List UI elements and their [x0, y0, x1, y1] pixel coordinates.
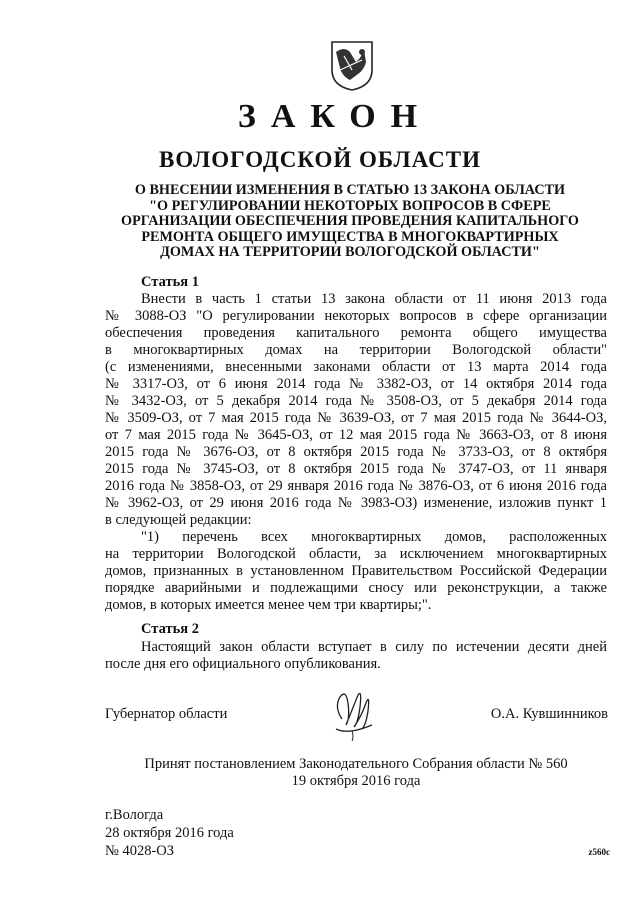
text-line: домов, в которых имеется менее чем три квартиры;". [105, 597, 432, 613]
text-line: Внести в часть 1 статьи 13 закона области от 11 июня 2013 года [141, 291, 607, 307]
article-1-heading: Статья 1 [141, 274, 199, 290]
subtitle-line: О ВНЕСЕНИИ ИЗМЕНЕНИЯ В СТАТЬЮ 13 ЗАКОНА ОБЛАСТИ [134, 182, 566, 198]
text-line: от 7 мая 2015 года № 3645-ОЗ, от 12 мая 2015 года № 3663-ОЗ, от 8 июня [105, 427, 607, 443]
article-2-heading: Статья 2 [141, 621, 199, 637]
document-code: z560c [588, 847, 610, 857]
text-line: 2015 года № 3745-ОЗ, от 8 октября 2015 года № 3747-ОЗ, от 11 января [105, 461, 607, 477]
text-line: 2015 года № 3676-ОЗ, от 8 октября 2015 года № 3733-ОЗ, от 8 октября [105, 444, 607, 460]
city: г.Вологда [105, 807, 164, 823]
text-line: Настоящий закон области вступает в силу по истечении десяти дней [141, 639, 607, 655]
subtitle-line: ДОМАХ НА ТЕРРИТОРИИ ВОЛОГОДСКОЙ ОБЛАСТИ" [160, 244, 540, 261]
text-line: в следующей редакции: [105, 512, 252, 528]
text-line: в многоквартирных домах на территории Вологодской области" [105, 342, 607, 358]
text-line: на территории Вологодской области, за исключением многоквартирных [105, 546, 607, 562]
law-number: № 4028-ОЗ [105, 843, 175, 859]
region-title: ВОЛОГОДСКОЙ ОБЛАСТИ [159, 147, 481, 172]
text-line: (с изменениями, внесенными законами области от 13 марта 2014 года [105, 359, 607, 375]
coat-of-arms-icon [330, 40, 374, 92]
law-title: ЗАКОН [237, 98, 433, 135]
signing-date: 28 октября 2016 года [105, 825, 234, 841]
signature-icon [328, 685, 378, 741]
adoption-date: 19 октября 2016 года [291, 773, 421, 789]
text-line: № 3432-ОЗ, от 5 декабря 2014 года № 3508-ОЗ, от 5 декабря 2014 года [105, 393, 607, 409]
article-2-body [105, 639, 607, 673]
text-line: обеспечения проведения капитального ремонта общего имущества [105, 325, 607, 341]
place-and-date [105, 806, 234, 860]
article-1-body [105, 291, 607, 614]
text-line: "1) перечень всех многоквартирных домов, расположенных [141, 529, 607, 545]
subtitle-line: ОРГАНИЗАЦИИ ОБЕСПЕЧЕНИЯ ПРОВЕДЕНИЯ КАПИТАЛЬНОГО [121, 213, 579, 230]
text-line: порядке аварийными и подлежащими сносу или реконструкции, а также [105, 580, 607, 596]
subtitle-line: РЕМОНТА ОБЩЕГО ИМУЩЕСТВА В МНОГОКВАРТИРНЫХ [141, 228, 559, 245]
adoption-note [0, 756, 640, 790]
text-line: № 3088-ОЗ "О регулировании некоторых вопросов в сфере организации [105, 308, 607, 324]
text-line: после дня его официального опубликования. [105, 656, 381, 672]
text-line: № 3317-ОЗ, от 6 июня 2014 года № 3382-ОЗ, от 14 октября 2014 года [105, 376, 607, 392]
text-line: № 3509-ОЗ, от 7 мая 2015 года № 3639-ОЗ, от 7 мая 2015 года № 3644-ОЗ, [105, 410, 607, 426]
governor-title: Губернатор области [105, 706, 228, 722]
adoption-line: Принят постановлением Законодательного Собрания области № 560 [144, 756, 568, 772]
text-line: домов, признанных в установленном Правительством Российской Федерации [105, 563, 607, 579]
law-subtitle [100, 183, 600, 261]
text-line: 2016 года № 3858-ОЗ, от 29 января 2016 года № 3876-ОЗ, от 6 июня 2016 года [105, 478, 607, 494]
governor-name: О.А. Кувшинников [490, 706, 608, 722]
subtitle-line: "О РЕГУЛИРОВАНИИ НЕКОТОРЫХ ВОПРОСОВ В СФЕРЕ [149, 197, 551, 214]
text-line: № 3962-ОЗ, от 29 июня 2016 года № 3983-ОЗ) изменение, изложив пункт 1 [105, 495, 607, 511]
